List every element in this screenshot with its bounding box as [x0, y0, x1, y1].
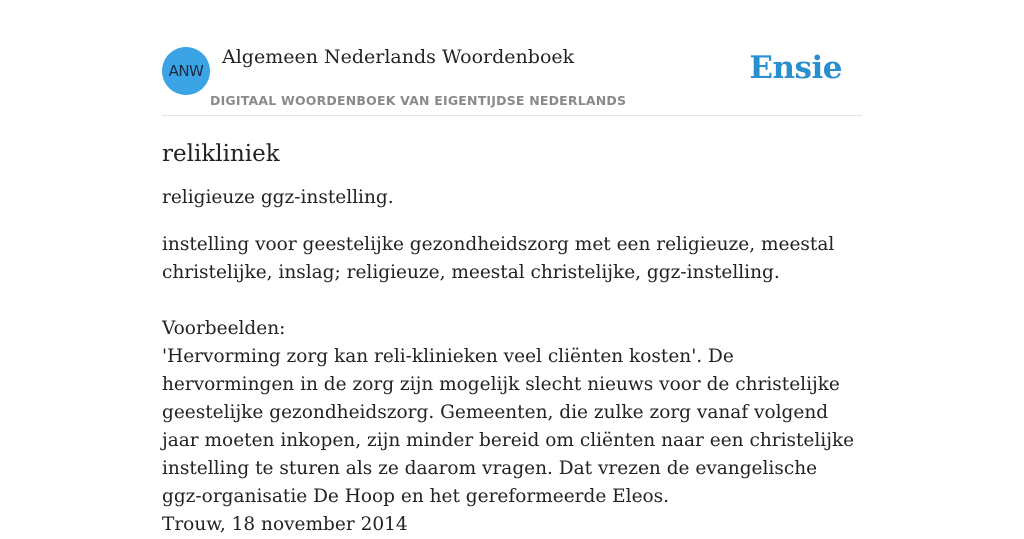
- entry-content: [162, 136, 862, 539]
- logo-text: ANW: [168, 62, 204, 80]
- short-definition: religieuze ggz-instelling.: [162, 187, 394, 208]
- site-header: [162, 40, 862, 116]
- site-title[interactable]: Algemeen Nederlands Woordenboek: [222, 46, 575, 68]
- long-definition-block: [162, 231, 862, 539]
- site-subtitle: DIGITAAL WOORDENBOEK VAN EIGENTIJDSE NEDERLANDS: [210, 93, 627, 108]
- example-source: Trouw, 18 november 2014: [162, 514, 408, 535]
- long-definition: instelling voor geestelijke gezondheidszorg met een religieuze, meestal christelijke, inslag; religieuze, meestal christelijke, ggz-instelling.: [162, 234, 835, 283]
- ensie-brand-logo[interactable]: Ensie: [749, 50, 842, 86]
- examples-label: Voorbeelden:: [162, 318, 286, 339]
- anw-logo[interactable]: [162, 47, 210, 95]
- example-text: 'Hervorming zorg kan reli-klinieken veel cliënten kosten'. De hervormingen in de zorg zijn mogelijk slecht nieuws voor de christelijke geestelijke gezondheidszorg. Gemeenten, die zulke zorg vanaf volgend jaar moeten inkopen, zijn minder bereid om cliënten naar een christelijke instelling te sturen als ze daarom vragen. Dat vrezen de evangelische ggz-organisatie De Hoop en het gereformeerde Eleos.: [162, 346, 855, 507]
- entry-headword: relikliniek: [162, 141, 280, 167]
